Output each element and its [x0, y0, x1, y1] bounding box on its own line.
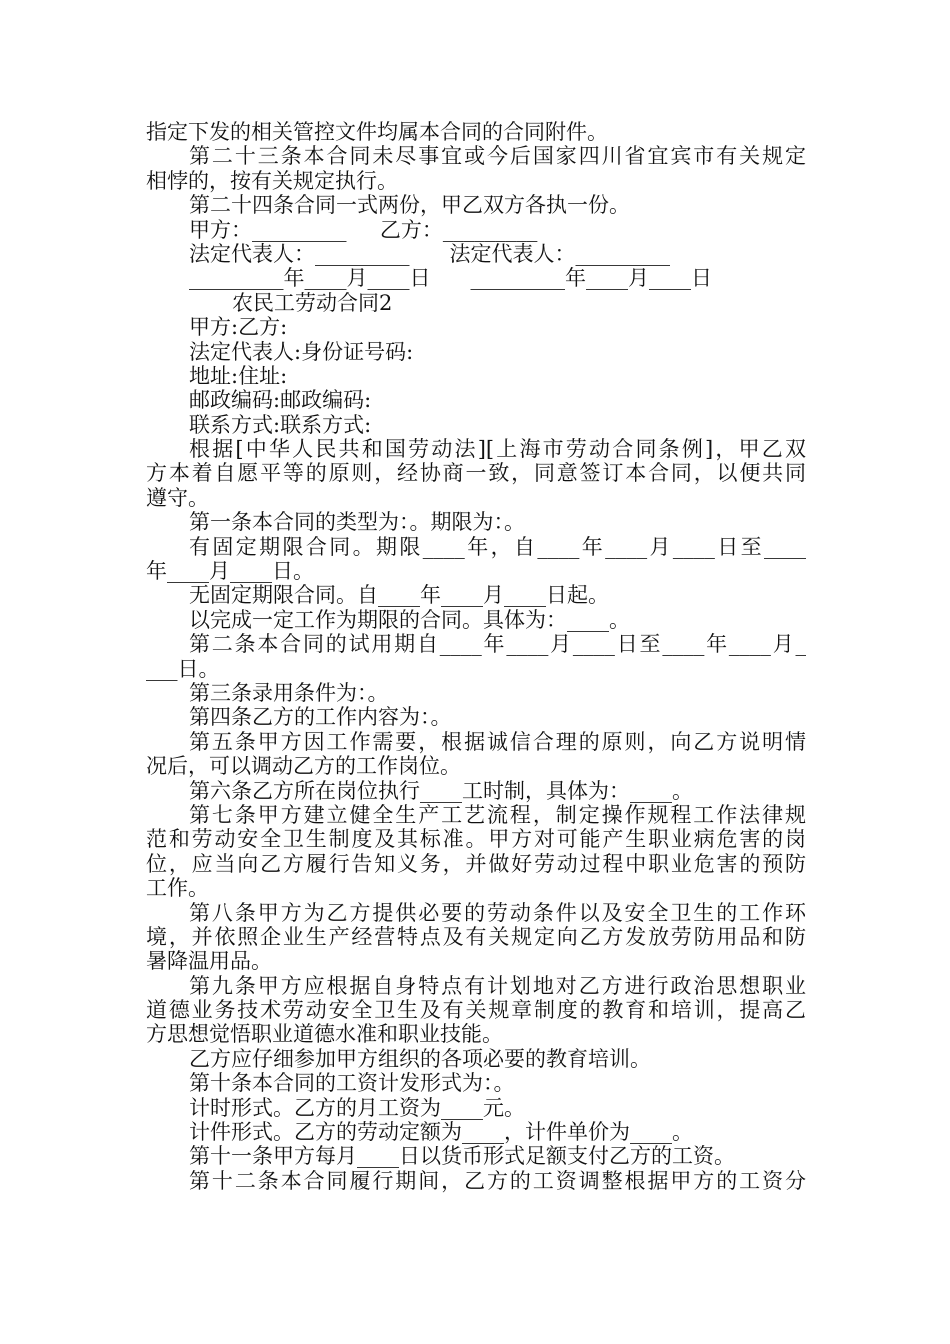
text-line: 第三条录用条件为：。: [189, 680, 389, 705]
text-line: 相悖的，按有关规定执行。: [146, 168, 398, 193]
text-line: 第七条甲方建立健全生产工艺流程，制定操作规程工作法律规: [189, 802, 806, 827]
text-line: 第二十三条本合同未尽事宜或今后国家四川省宜宾市有关规定: [189, 144, 806, 169]
text-line: 指定下发的相关管控文件均属本合同的合同附件。: [146, 120, 608, 144]
text-line: 联系方式:联系方式:: [189, 412, 372, 437]
text-line: 农民工劳动合同2: [232, 290, 393, 315]
text-line: _________年____月____日 _________年____月____日: [189, 266, 713, 291]
text-line: 有固定期限合同。期限____年，自____年____月____日至____: [189, 534, 806, 559]
text-line: 甲方：_________ 乙方：_________: [189, 217, 538, 242]
text-line: 工作。: [146, 876, 209, 901]
text-line: 乙方应仔细参加甲方组织的各项必要的教育培训。: [189, 1046, 651, 1071]
text-line: 第十二条本合同履行期间，乙方的工资调整根据甲方的工资分: [189, 1168, 806, 1193]
text-line: 第六条乙方所在岗位执行____工时制，具体为：____。: [189, 778, 693, 803]
text-line: 计件形式。乙方的劳动定额为____，计件单价为____。: [189, 1120, 693, 1145]
text-line: 道德业务技术劳动安全卫生及有关规章制度的教育和培训，提高乙: [146, 998, 806, 1023]
text-line: 况后，可以调动乙方的工作岗位。: [146, 754, 461, 779]
text-line: 无固定期限合同。自____年____月____日起。: [189, 583, 609, 608]
text-line: 范和劳动安全卫生制度及其标准。甲方对可能产生职业病危害的岗: [146, 827, 806, 852]
text-line: 第十条本合同的工资计发形式为：。: [189, 1071, 515, 1096]
text-line: 法定代表人：_________ 法定代表人：_________: [189, 241, 671, 266]
text-line: 第四条乙方的工作内容为：。: [189, 705, 452, 730]
document-page: [146, 120, 806, 1193]
text-line: 第十一条甲方每月____日以货币形式足额支付乙方的工资。: [189, 1144, 735, 1169]
text-line: 第一条本合同的类型为：。期限为：。: [189, 510, 525, 535]
text-line: 遵守。: [146, 485, 209, 510]
text-line: 地址:住址:: [189, 363, 288, 388]
text-line: 位，应当向乙方履行告知义务，并做好劳动过程中职业危害的预防: [146, 851, 806, 876]
text-line: 甲方:乙方:: [189, 315, 288, 340]
text-line: 第二十四条合同一式两份，甲乙双方各执一份。: [189, 193, 630, 218]
text-line: 方思想觉悟职业道德水准和职业技能。: [146, 1022, 503, 1047]
text-line: 计时形式。乙方的月工资为____元。: [189, 1095, 525, 1120]
text-line: 境，并依照企业生产经营特点及有关规定向乙方发放劳防用品和防: [146, 924, 806, 949]
text-line: 以完成一定工作为期限的合同。具体为：____。: [189, 607, 630, 632]
text-line: 暑降温用品。: [146, 949, 272, 974]
text-line: 根据[中华人民共和国劳动法][上海市劳动合同条例]，甲乙双: [189, 437, 806, 462]
text-line: 第九条甲方应根据自身特点有计划地对乙方进行政治思想职业: [189, 973, 806, 998]
text-line: ___日。: [146, 656, 220, 681]
text-line: 邮政编码:邮政编码:: [189, 388, 372, 413]
text-line: 方本着自愿平等的原则，经协商一致，同意签订本合同，以便共同: [146, 461, 806, 486]
text-line: 第八条甲方为乙方提供必要的劳动条件以及安全卫生的工作环: [189, 900, 806, 925]
text-line: 年____月____日。: [146, 559, 314, 584]
text-line: 第二条本合同的试用期自____年____月____日至____年____月_: [189, 632, 806, 657]
text-line: 法定代表人:身份证号码:: [189, 339, 414, 364]
text-line: 第五条甲方因工作需要，根据诚信合理的原则，向乙方说明情: [189, 729, 806, 754]
